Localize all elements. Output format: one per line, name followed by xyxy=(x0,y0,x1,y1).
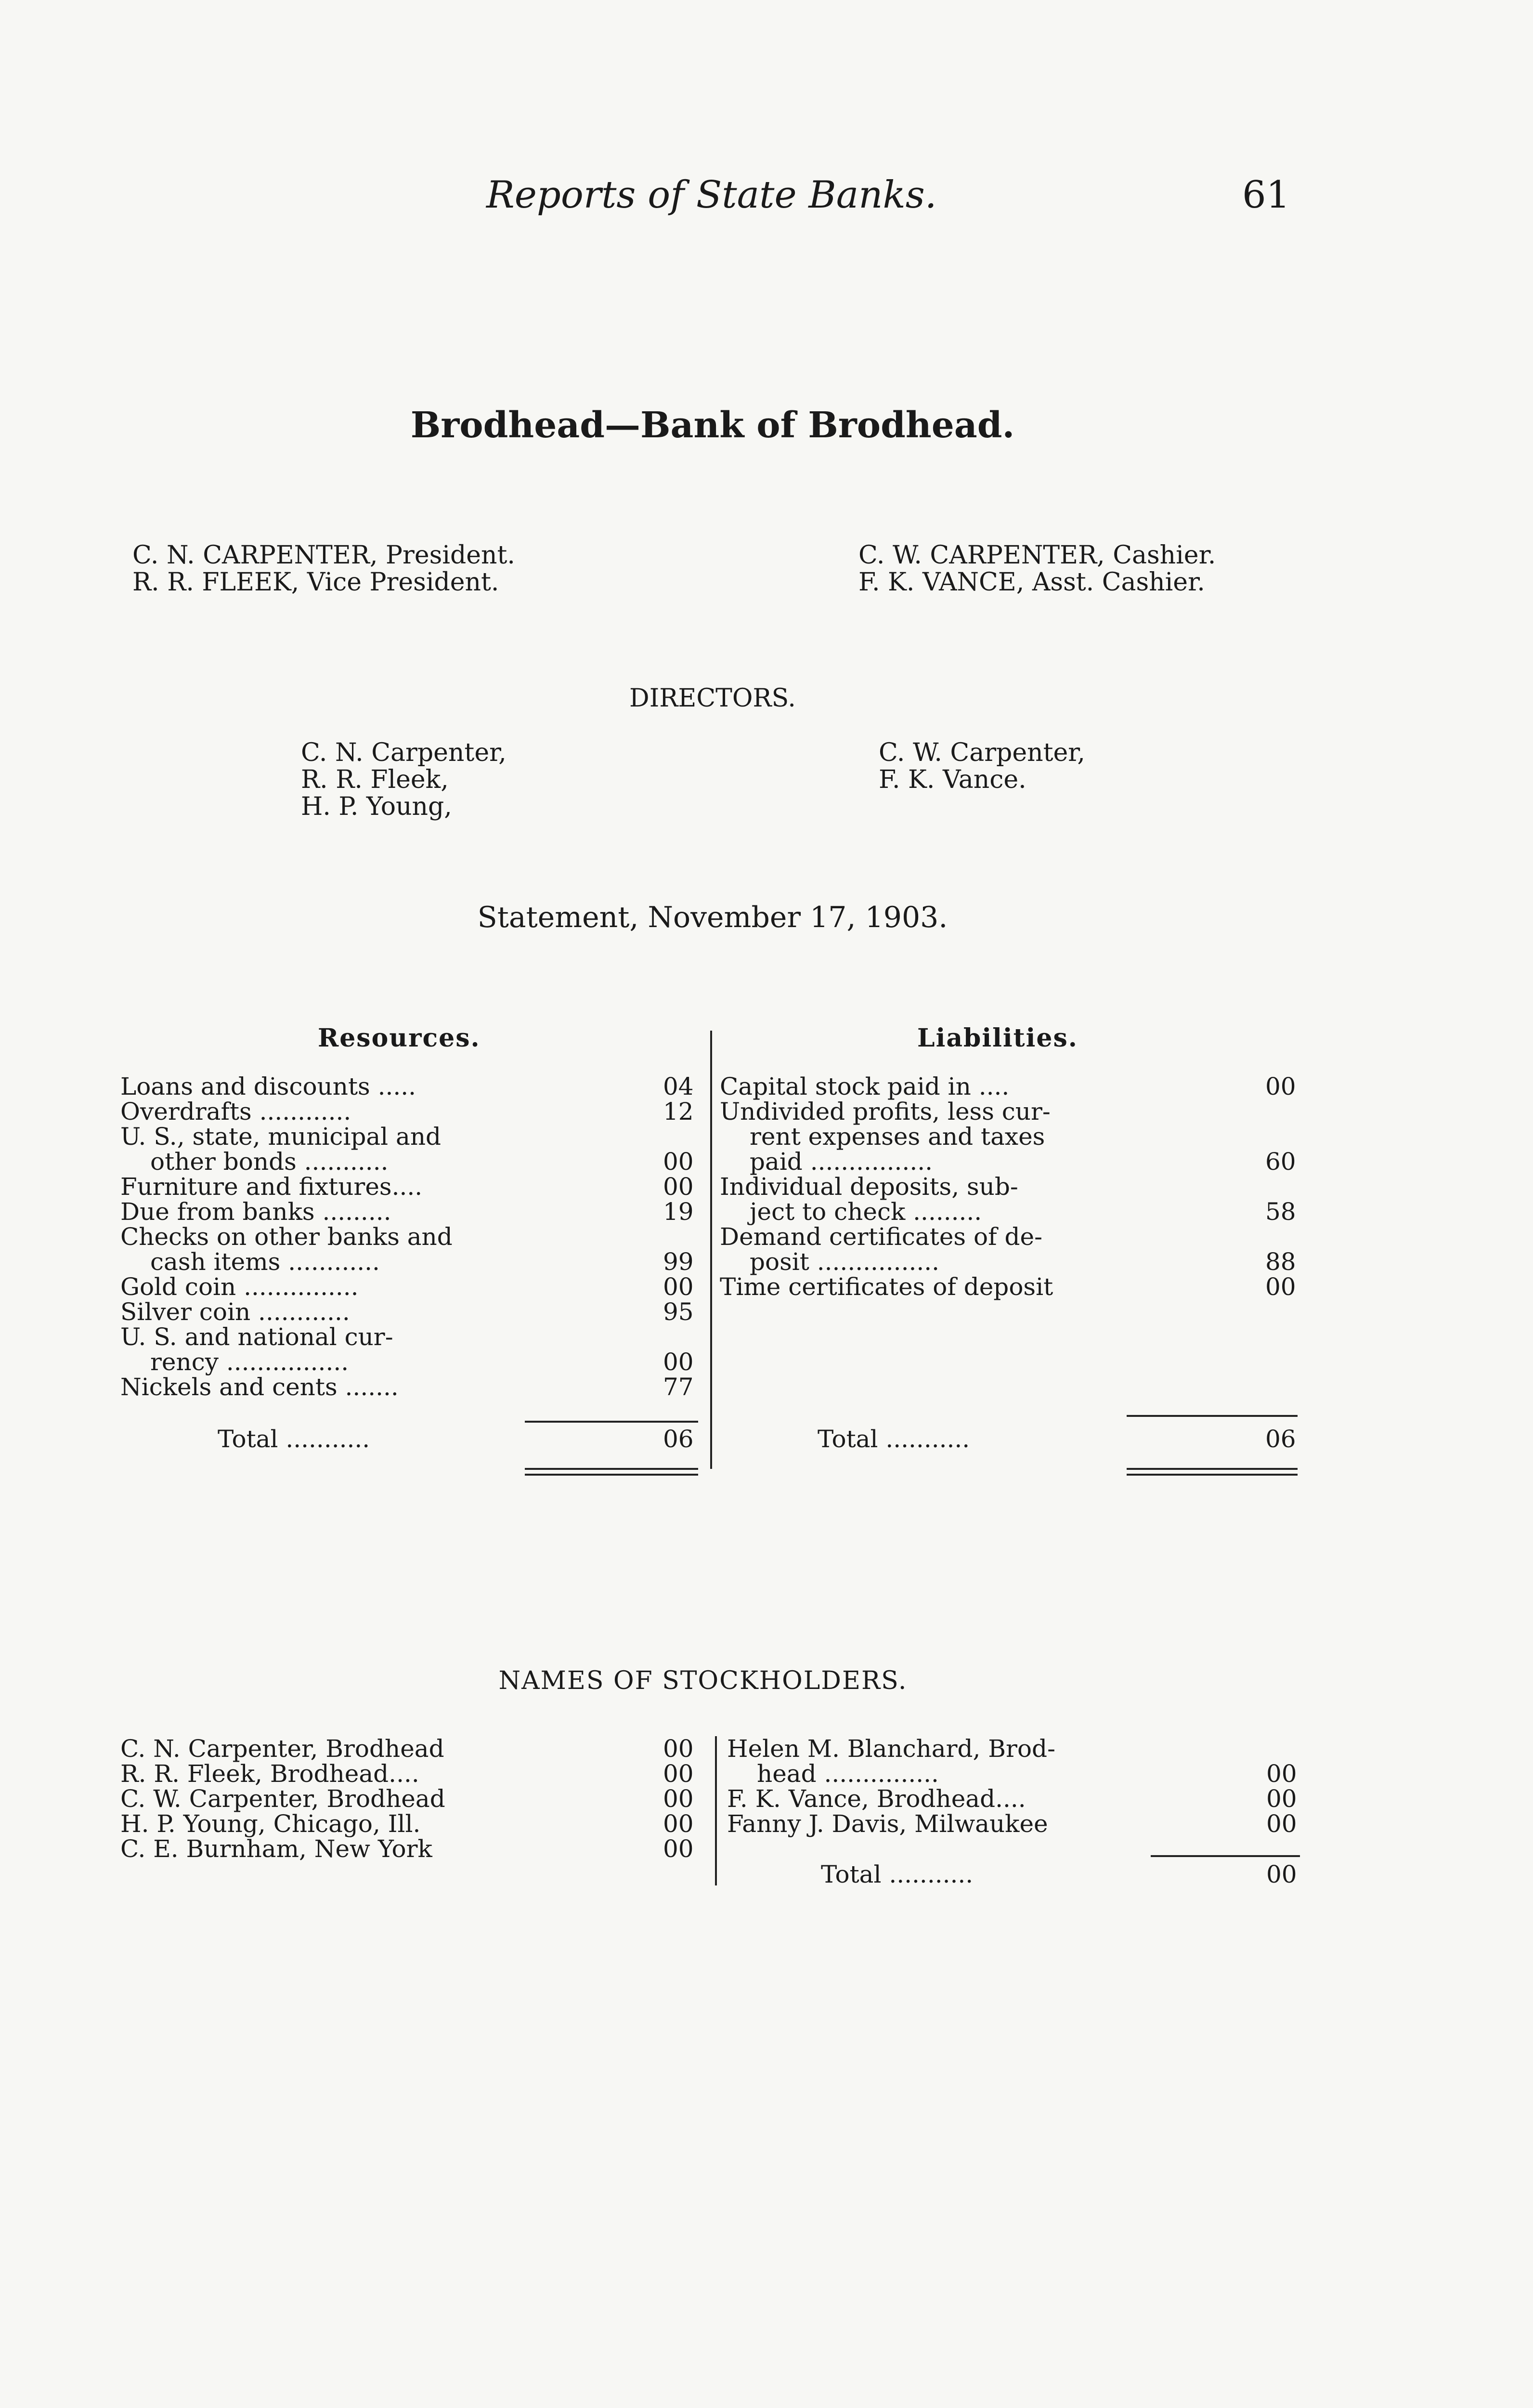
row-cents: 12 xyxy=(663,1098,694,1125)
row-label: cash items ............ xyxy=(150,1248,380,1276)
row-cents: 77 xyxy=(663,1373,694,1401)
row-cents: 00 xyxy=(663,1735,694,1763)
row-label: U. S., state, municipal and xyxy=(120,1123,442,1151)
total-cents: 06 xyxy=(1265,1425,1296,1453)
row-cents: 00 xyxy=(1266,1810,1297,1838)
row-label: C. W. Carpenter, Brodhead xyxy=(120,1785,445,1813)
row-cents: 00 xyxy=(663,1148,694,1176)
row-label: Gold coin ............... xyxy=(120,1273,359,1301)
row-label: Silver coin ............ xyxy=(120,1298,350,1326)
row-label: head ............... xyxy=(757,1760,939,1788)
officer-cashier: C. W. CARPENTER, Cashier. xyxy=(858,541,1216,570)
row-label: ject to check ......... xyxy=(750,1198,982,1226)
row-label: H. P. Young, Chicago, Ill. xyxy=(120,1810,421,1838)
row-label: Undivided profits, less cur- xyxy=(720,1098,1051,1125)
row-cents: 00 xyxy=(663,1810,694,1838)
officer-vice-president: R. R. FLEEK, Vice President. xyxy=(132,568,499,597)
row-cents: 00 xyxy=(663,1273,694,1301)
row-label: Furniture and fixtures.... xyxy=(120,1173,423,1201)
row-cents: 04 xyxy=(663,1073,694,1100)
running-title: Reports of State Banks. xyxy=(486,173,937,217)
liabilities-total-underline xyxy=(1127,1468,1298,1470)
row-cents: 60 xyxy=(1265,1148,1296,1176)
resources-sum-rule xyxy=(525,1421,698,1423)
row-label: C. N. Carpenter, Brodhead xyxy=(120,1735,444,1763)
row-cents: 00 xyxy=(663,1348,694,1376)
row-cents: 00 xyxy=(663,1760,694,1788)
total-cents: 06 xyxy=(663,1425,694,1453)
resources-total-underline xyxy=(525,1474,698,1476)
statement-title: Statement, November 17, 1903. xyxy=(477,901,948,934)
row-cents: 19 xyxy=(663,1198,694,1226)
director-name: C. N. Carpenter, xyxy=(301,738,507,767)
row-label: rent expenses and taxes xyxy=(750,1123,1045,1151)
row-cents: 99 xyxy=(663,1248,694,1276)
row-label: other bonds ........... xyxy=(150,1148,389,1176)
director-name: C. W. Carpenter, xyxy=(879,738,1085,767)
row-label: Fanny J. Davis, Milwaukee xyxy=(727,1810,1048,1838)
row-label: Individual deposits, sub- xyxy=(720,1173,1018,1201)
director-name: H. P. Young, xyxy=(301,792,452,821)
liabilities-heading: Liabilities. xyxy=(917,1023,1078,1053)
row-label: Helen M. Blanchard, Brod- xyxy=(727,1735,1055,1763)
directors-heading: DIRECTORS. xyxy=(629,684,796,713)
row-label: Time certificates of deposit xyxy=(720,1273,1053,1301)
total-label: Total ........... xyxy=(218,1425,370,1453)
row-cents: 00 xyxy=(1266,1785,1297,1813)
row-label: posit ................ xyxy=(750,1248,940,1276)
row-label: Due from banks ......... xyxy=(120,1198,391,1226)
stockholders-divider xyxy=(715,1736,717,1885)
bank-title: Brodhead—Bank of Brodhead. xyxy=(410,405,1015,446)
row-cents: 00 xyxy=(663,1785,694,1813)
row-cents: 95 xyxy=(663,1298,694,1326)
row-label: Nickels and cents ....... xyxy=(120,1373,399,1401)
row-label: Checks on other banks and xyxy=(120,1223,453,1251)
director-name: R. R. Fleek, xyxy=(301,765,449,794)
page-number: 61 xyxy=(1242,173,1290,217)
row-cents: 00 xyxy=(663,1835,694,1863)
resources-total-underline xyxy=(525,1468,698,1470)
row-cents: 00 xyxy=(663,1173,694,1201)
officer-president: C. N. CARPENTER, President. xyxy=(132,541,515,570)
row-label: C. E. Burnham, New York xyxy=(120,1835,432,1863)
total-cents: 00 xyxy=(1266,1860,1297,1888)
row-label: U. S. and national cur- xyxy=(120,1323,393,1351)
stockholders-heading: NAMES OF STOCKHOLDERS. xyxy=(498,1666,908,1695)
row-label: Overdrafts ............ xyxy=(120,1098,351,1125)
row-label: Loans and discounts ..... xyxy=(120,1073,416,1100)
row-cents: 00 xyxy=(1265,1073,1296,1100)
row-label: Capital stock paid in .... xyxy=(720,1073,1010,1100)
row-label: Demand certificates of de- xyxy=(720,1223,1042,1251)
row-cents: 88 xyxy=(1265,1248,1296,1276)
resources-heading: Resources. xyxy=(318,1023,481,1053)
total-label: Total ........... xyxy=(818,1425,970,1453)
row-label: rency ................ xyxy=(150,1348,349,1376)
row-cents: 00 xyxy=(1266,1760,1297,1788)
officer-asst-cashier: F. K. VANCE, Asst. Cashier. xyxy=(858,568,1205,597)
liabilities-total-underline xyxy=(1127,1474,1298,1476)
director-name: F. K. Vance. xyxy=(879,765,1026,794)
row-label: R. R. Fleek, Brodhead.... xyxy=(120,1760,419,1788)
liabilities-sum-rule xyxy=(1127,1415,1298,1417)
row-cents: 00 xyxy=(1265,1273,1296,1301)
total-label: Total ........... xyxy=(821,1860,974,1888)
row-label: paid ................ xyxy=(750,1148,933,1176)
row-label: F. K. Vance, Brodhead.... xyxy=(727,1785,1026,1813)
column-divider xyxy=(710,1031,712,1469)
row-cents: 58 xyxy=(1265,1198,1296,1226)
stockholders-sum-rule xyxy=(1151,1855,1300,1857)
